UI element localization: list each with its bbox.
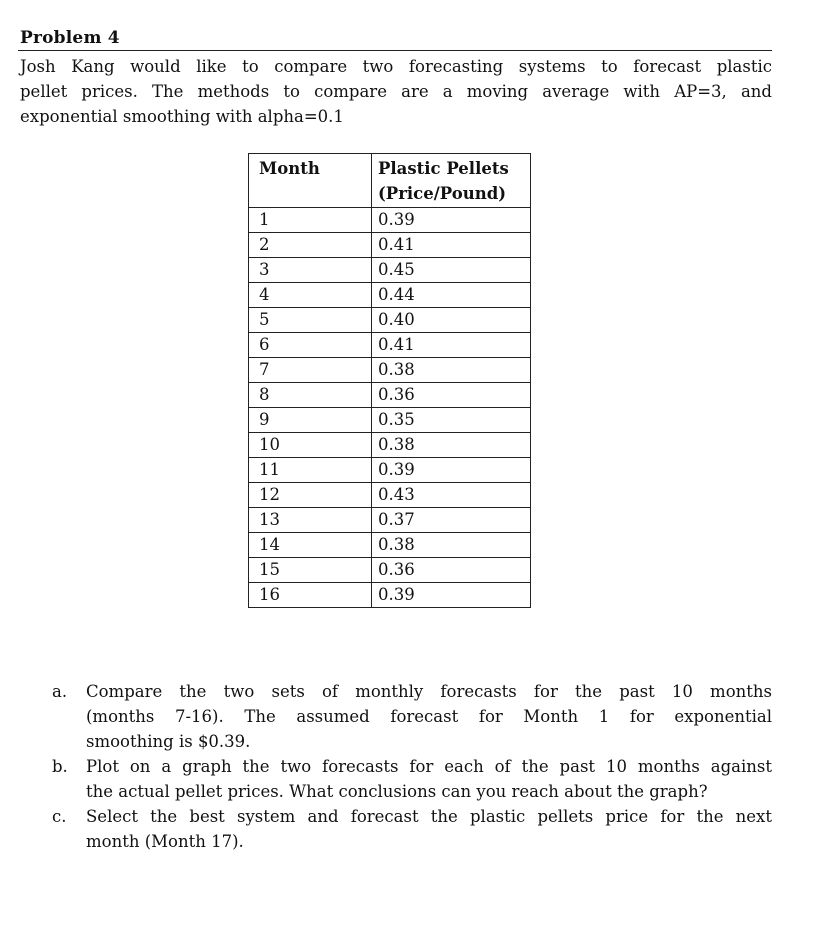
month-cell: 11 (249, 458, 372, 483)
price-cell: 0.45 (372, 258, 531, 283)
month-cell: 12 (249, 483, 372, 508)
table-row (249, 258, 531, 283)
table-row (249, 333, 531, 358)
intro-line: Josh Kang would like to compare two forecasting systems to forecast plastic (20, 57, 772, 76)
price-header-line1: Plastic Pellets (378, 159, 509, 178)
month-cell: 9 (249, 408, 372, 433)
price-cell: 0.35 (372, 408, 531, 433)
table-row (249, 583, 531, 608)
question-line: Compare the two sets of monthly forecasts for the past 10 months (86, 682, 772, 701)
intro-line: pellet prices. The methods to compare are a moving average with AP=3, and (20, 82, 772, 101)
table-row (249, 283, 531, 308)
price-cell: 0.38 (372, 533, 531, 558)
month-cell: 15 (249, 558, 372, 583)
month-cell: 3 (249, 258, 372, 283)
price-header (372, 154, 531, 208)
price-cell: 0.36 (372, 383, 531, 408)
price-cell: 0.41 (372, 233, 531, 258)
question-marker: a. (52, 682, 68, 701)
month-cell: 2 (249, 233, 372, 258)
price-cell: 0.40 (372, 308, 531, 333)
price-cell: 0.39 (372, 583, 531, 608)
table-row (249, 408, 531, 433)
table-header-row (249, 154, 531, 208)
price-cell: 0.36 (372, 558, 531, 583)
table-body (249, 208, 531, 608)
question-line: the actual pellet prices. What conclusions can you reach about the graph? (86, 782, 708, 801)
price-cell: 0.38 (372, 358, 531, 383)
problem-intro (20, 54, 772, 129)
question-line: smoothing is $0.39. (86, 732, 251, 751)
month-cell: 4 (249, 283, 372, 308)
table-row (249, 533, 531, 558)
price-cell: 0.43 (372, 483, 531, 508)
table-row (249, 483, 531, 508)
question-line: (months 7-16). The assumed forecast for Month 1 for exponential (86, 707, 772, 726)
question-a (52, 679, 772, 754)
price-cell: 0.41 (372, 333, 531, 358)
question-marker: c. (52, 807, 67, 826)
question-list (52, 679, 772, 854)
table-row (249, 208, 531, 233)
table-row (249, 383, 531, 408)
price-cell: 0.37 (372, 508, 531, 533)
month-cell: 1 (249, 208, 372, 233)
month-cell: 7 (249, 358, 372, 383)
intro-line: exponential smoothing with alpha=0.1 (20, 107, 344, 126)
problem-title: Problem 4 (20, 28, 120, 48)
table-row (249, 358, 531, 383)
question-marker: b. (52, 757, 68, 776)
month-cell: 10 (249, 433, 372, 458)
question-line: Select the best system and forecast the plastic pellets price for the next (86, 807, 772, 826)
month-cell: 13 (249, 508, 372, 533)
table-row (249, 433, 531, 458)
month-cell: 16 (249, 583, 372, 608)
title-underline (18, 50, 772, 51)
price-cell: 0.38 (372, 433, 531, 458)
month-cell: 5 (249, 308, 372, 333)
question-line: month (Month 17). (86, 832, 244, 851)
table-row (249, 308, 531, 333)
question-b (52, 754, 772, 804)
price-header-line2: (Price/Pound) (378, 184, 507, 203)
table-row (249, 558, 531, 583)
question-line: Plot on a graph the two forecasts for each of the past 10 months against (86, 757, 772, 776)
price-cell: 0.39 (372, 458, 531, 483)
table-row (249, 508, 531, 533)
month-cell: 6 (249, 333, 372, 358)
month-header: Month (249, 154, 372, 208)
question-c (52, 804, 772, 854)
month-cell: 8 (249, 383, 372, 408)
price-cell: 0.44 (372, 283, 531, 308)
price-cell: 0.39 (372, 208, 531, 233)
price-table (248, 153, 531, 608)
table-row (249, 458, 531, 483)
month-cell: 14 (249, 533, 372, 558)
table-row (249, 233, 531, 258)
